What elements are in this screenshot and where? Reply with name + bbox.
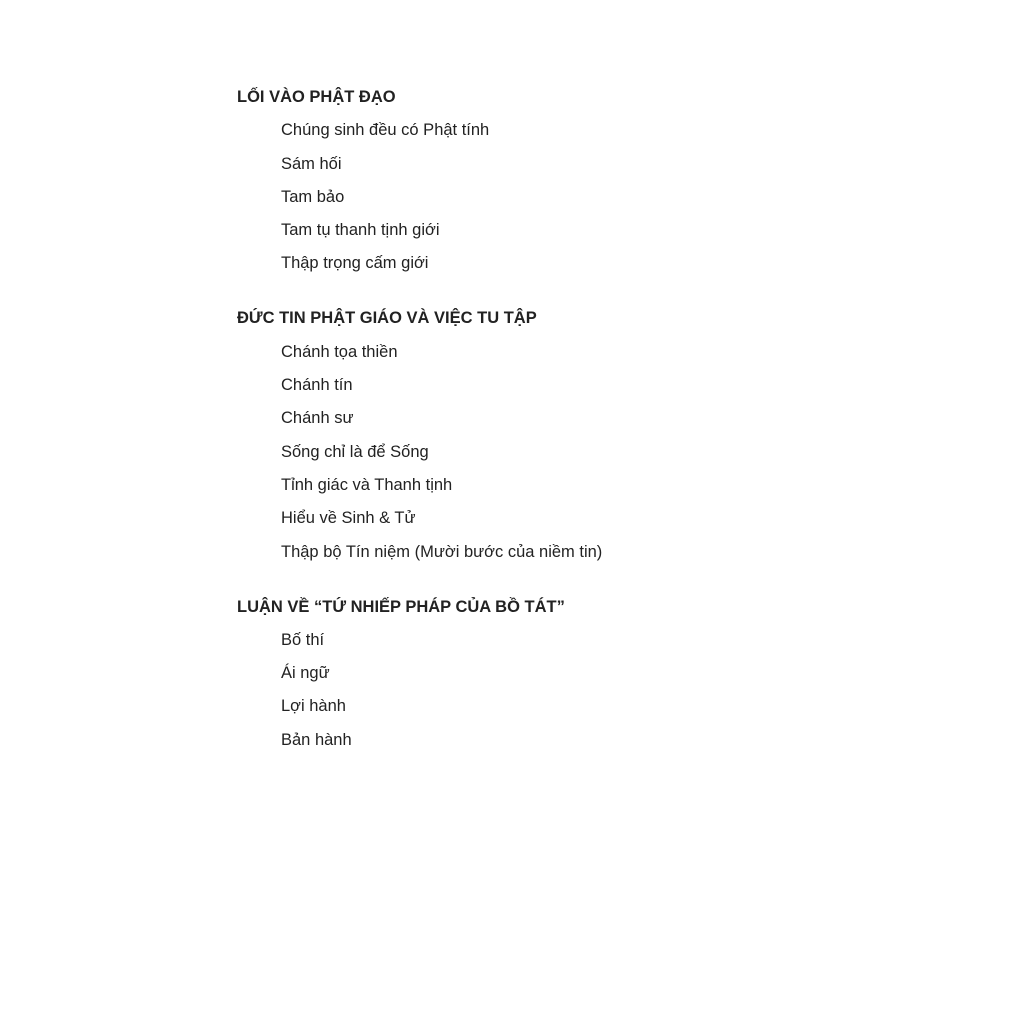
toc-entry: Thập bộ Tín niệm (Mười bước của niềm tin) <box>281 542 603 561</box>
toc-entry: Tam tụ thanh tịnh giới <box>281 221 440 240</box>
toc-entry: Thập trọng cấm giới <box>281 254 429 273</box>
toc-entry: Lợi hành <box>281 697 346 716</box>
toc-section-duc-tin-phat-giao <box>237 307 937 562</box>
toc-entry: Chánh tín <box>281 376 353 395</box>
toc-entry: Sám hối <box>281 154 342 173</box>
table-of-contents <box>237 86 937 762</box>
toc-entry: Sống chỉ là để Sống <box>281 442 429 461</box>
toc-entry: Ái ngữ <box>281 664 330 683</box>
section-heading: ĐỨC TIN PHẬT GIÁO VÀ VIỆC TU TẬP <box>237 309 537 328</box>
toc-entry: Chúng sinh đều có Phật tính <box>281 121 490 140</box>
section-heading: LUẬN VỀ “TỨ NHIẾP PHÁP CỦA BỒ TÁT” <box>237 597 565 616</box>
toc-entry: Bố thí <box>281 630 325 649</box>
toc-entry: Hiểu về Sinh & Tử <box>281 509 416 528</box>
toc-entry: Tỉnh giác và Thanh tịnh <box>281 475 453 494</box>
toc-section-tu-nhiep-phap <box>237 596 937 751</box>
toc-entry: Tam bảo <box>281 187 345 206</box>
toc-entry: Bản hành <box>281 730 352 749</box>
toc-section-loi-vao-phat-dao <box>237 86 937 274</box>
section-heading: LỐI VÀO PHẬT ĐẠO <box>237 88 396 106</box>
toc-entry: Chánh tọa thiền <box>281 342 398 361</box>
toc-entry: Chánh sư <box>281 409 354 428</box>
